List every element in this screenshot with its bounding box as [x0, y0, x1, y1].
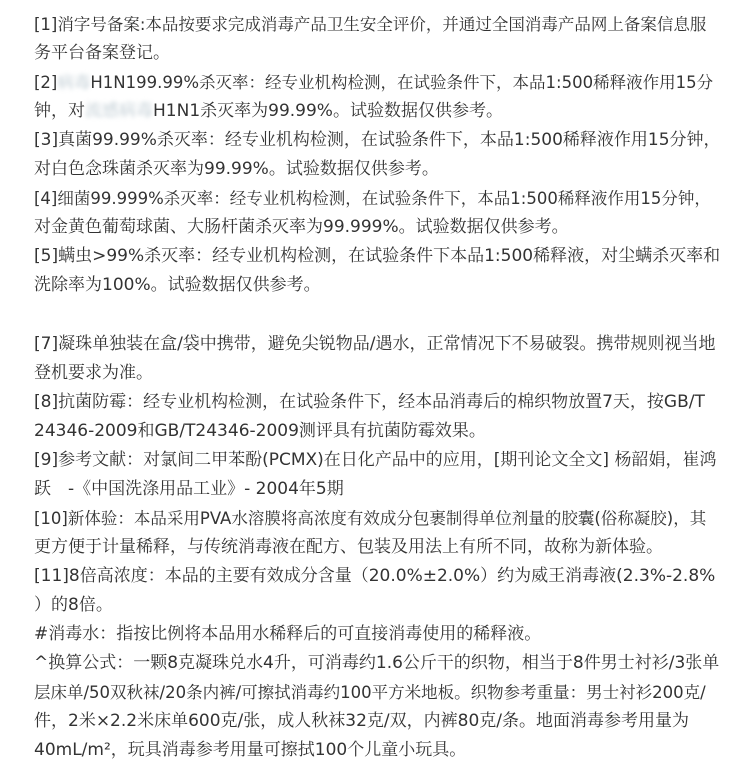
note-conversion — [34, 649, 724, 765]
note-3-line-1: [3]真菌99.99%杀灭率：经专业机构检测，在试验条件下，本品1:500稀释液作用15分钟， — [34, 130, 721, 150]
note-4-line-2: 对金黄色葡萄球菌、大肠杆菌杀灭率为99.999%。试验数据仅供参考。 — [34, 217, 569, 237]
note-9-line-1: [9]参考文献：对氯间二甲苯酚(PCMX)在日化产品中的应用，[期刊论文全文] 杨韶娟，崔鸿 — [34, 450, 717, 470]
note-2 — [34, 68, 724, 126]
note-2-line-1 — [34, 68, 724, 97]
note-1-line-2: 务平台备案登记。 — [34, 43, 170, 63]
note-4-line-1: [4]细菌99.999%杀灭率：经专业机构检测，在试验条件下，本品1:500稀释液作用15分钟， — [34, 189, 711, 208]
note-2-line-2-rest: H1N1杀灭率为99.99%。试验数据仅供参考。 — [153, 101, 503, 121]
note-3-line-2: 对白色念珠菌杀灭率为99.99%。试验数据仅供参考。 — [34, 159, 439, 179]
note-11 — [34, 562, 724, 620]
note-conversion-line-2: 层床单/50双秋袜/20条内裤/可擦拭消毒约100平方米地板。织物参考重量：男士衬衫200克/ — [34, 683, 706, 702]
note-8-line-1: [8]抗菌防霉：经专业机构检测，在试验条件下，经本品消毒后的棉织物放置7天，按GB/T — [34, 392, 705, 412]
note-11-line-1: [11]8倍高浓度：本品的主要有效成分含量（20.0%±2.0%）约为威王消毒液(2.3%-2.8% — [34, 566, 716, 586]
note-7 — [34, 330, 724, 388]
note-10 — [34, 504, 724, 562]
note-1 — [34, 10, 724, 68]
note-2-prefix: [2] — [34, 73, 58, 92]
note-2-line-1-rest: H1N199.99%杀灭率：经专业机构检测，在试验条件下，本品1:500稀释液作用15分 — [90, 73, 714, 92]
note-conversion-line-3: 件，2米×2.2米床单600克/张，成人秋袜32克/双，内裤80克/条。地面消毒参考用量为 — [34, 711, 689, 731]
note-10-line-1: [10]新体验：本品采用PVA水溶膜将高浓度有效成分包裹制得单位剂量的胶囊(俗称凝胶)，其 — [34, 509, 707, 528]
blurred-text: 病毒 — [57, 73, 91, 92]
note-7-line-1: [7]凝珠单独装在盒/袋中携带，避免尖锐物品/遇水，正常情况下不易破裂。携带规则视当地 — [34, 334, 716, 354]
note-disinfectant-line-1: #消毒水：指按比例将本品用水稀释后的可直接消毒使用的稀释液。 — [34, 624, 542, 644]
note-8 — [34, 388, 724, 446]
note-5 — [34, 242, 724, 300]
notes-document — [34, 10, 724, 765]
note-4 — [34, 184, 724, 242]
note-7-line-2: 登机要求为准。 — [34, 363, 153, 383]
blurred-text: 流感病毒 — [85, 101, 153, 121]
note-10-line-2: 更方便于计量稀释，与传统消毒液在配方、包装及用法上有所不同，故称为新体验。 — [34, 537, 663, 557]
note-8-line-2: 24346-2009和GB/T24346-2009测评具有抗菌防霉效果。 — [34, 421, 486, 441]
note-3 — [34, 126, 724, 184]
note-disinfectant — [34, 620, 724, 649]
note-2-line-2 — [34, 97, 724, 126]
note-11-line-2: ）的8倍。 — [34, 595, 113, 615]
note-5-line-2: 洗除率为100%。试验数据仅供参考。 — [34, 275, 321, 295]
note-9 — [34, 446, 724, 504]
section-gap — [34, 300, 724, 330]
note-conversion-line-4: 40mL/m²，玩具消毒参考用量可擦拭100个儿童小玩具。 — [34, 740, 467, 760]
note-2-line-2-prefix: 钟，对 — [34, 101, 85, 121]
note-5-line-1: [5]螨虫>99%杀灭率：经专业机构检测，在试验条件下本品1:500稀释液，对尘螨杀灭率和 — [34, 246, 721, 266]
note-1-line-1: [1]消字号备案:本品按要求完成消毒产品卫生安全评价，并通过全国消毒产品网上备案信息服 — [34, 15, 707, 34]
note-conversion-line-1: ^换算公式：一颗8克凝珠兑水4升，可消毒约1.6公斤干的织物，相当于8件男士衬衫/3张单 — [34, 653, 720, 673]
note-9-line-2: 跃 -《中国洗涤用品工业》- 2004年5期 — [34, 479, 344, 499]
